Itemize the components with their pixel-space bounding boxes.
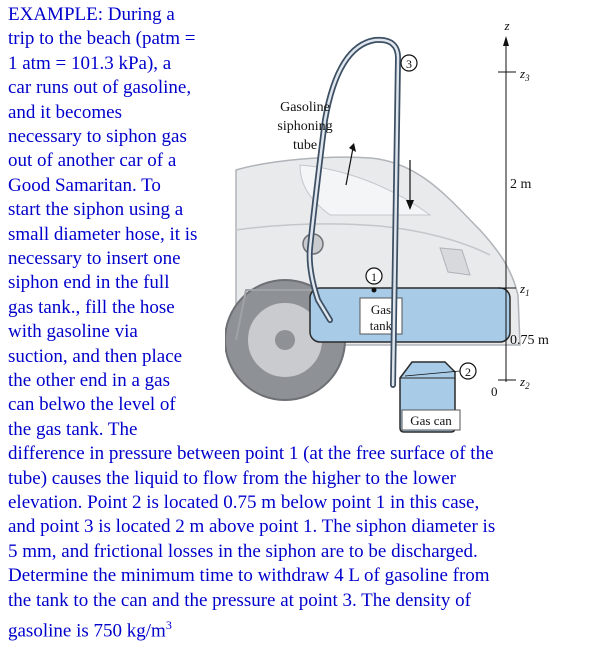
tube-label-2: siphoning [277,119,333,134]
text-line: out of another car of a [8,150,177,172]
siphon-figure [225,0,600,440]
last-line-superscript: 3 [165,618,172,632]
text-line-last [8,613,172,644]
text-line: can belwo the level of [8,394,176,416]
point-2-label: 2 [465,365,471,379]
gas-can-label: Gas can [410,413,452,428]
point-1-label: 1 [371,270,377,284]
text-line: with gasoline via [8,321,138,343]
text-line: 1 atm = 101.3 kPa), a [8,52,172,74]
text-line: tube) causes the liquid to flow from the higher to the lower [8,467,456,489]
text-line: 5 mm, and frictional losses in the siphon are to be discharged. [8,540,478,562]
origin-label: 0 [491,384,498,399]
text-line: Good Samaritan. To [8,174,161,196]
text-line: car runs out of gasoline, [8,77,192,99]
dimension-0-75m: 0.75 m [510,333,549,348]
text-line: elevation. Point 2 is located 0.75 m below point 1 in this case, [8,492,480,513]
text-line: small diameter hose, it is [8,223,198,245]
dimension-2m: 2 m [510,177,532,192]
gas-tank-label-2: tank [369,318,393,333]
tube-label-3: tube [292,138,318,153]
text-line: Determine the minimum time to withdraw 4 L of gasoline from [8,565,490,587]
text-line: suction, and then place [8,345,183,367]
text-line: the other end in a gas [8,370,170,391]
axis-z-label: z [504,18,510,33]
tube-label-1: Gasoline [280,100,330,115]
point-3-label: 3 [406,57,412,71]
z1-label: $z_1$ [520,281,530,298]
gas-tank-label-1: Gas [370,302,392,317]
text-line: and point 3 is located 2 m above point 1. The siphon diameter is [8,516,496,538]
text-line: gas tank., fill the hose [8,296,175,318]
text-line: and it becomes [8,101,122,123]
text-line: necessary to insert one [8,248,181,269]
text-line: start the siphon using a [8,199,184,221]
text-line: EXAMPLE: During a [8,4,175,25]
text-line: trip to the beach (patm = [8,28,196,50]
z3-label: $z_3$ [520,66,530,83]
last-line-text: gasoline is 750 kg/m [8,620,166,642]
text-line: necessary to siphon gas [8,126,187,147]
z2-label: $z_2$ [520,374,530,391]
text-line: siphon end in the full [8,272,170,294]
gas-tank [310,288,510,342]
text-line: the gas tank. The [8,418,138,440]
text-line: the tank to the can and the pressure at point 3. The density of [8,589,471,611]
text-line: difference in pressure between point 1 (at the free surface of the [8,443,494,465]
